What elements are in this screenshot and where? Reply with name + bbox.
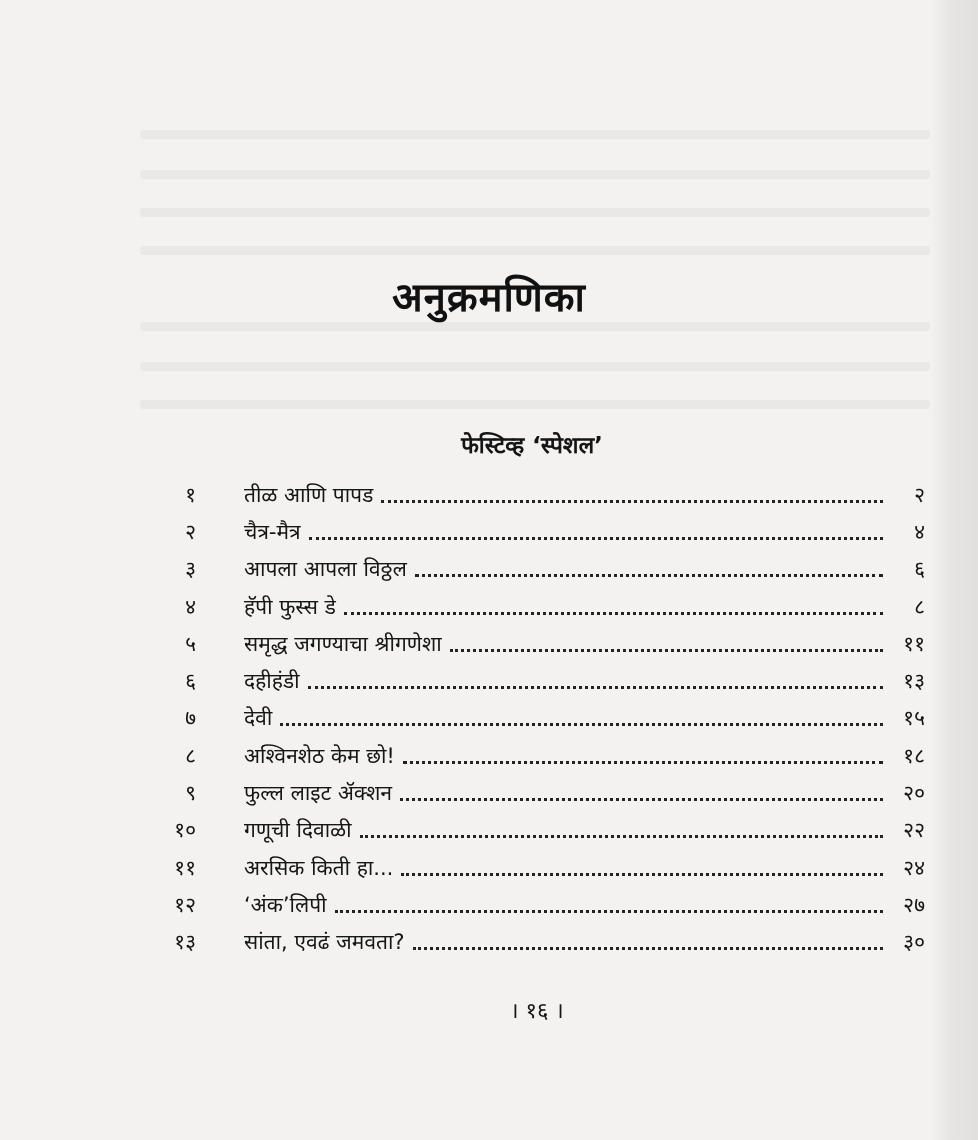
toc-row [140,849,925,886]
entry-title: चैत्र-मैत्र [244,519,301,544]
toc-row [140,774,925,811]
entry-title: फुल्ल लाइट ॲक्शन [244,781,393,806]
entry-page: ११ [903,631,925,656]
entry-page: ६ [914,557,925,582]
table-of-contents [140,476,925,961]
entry-title: समृद्ध जगण्याचा श्रीगणेशा [244,631,442,656]
entry-number: ११ [174,855,196,880]
bleed-through-line [140,362,930,371]
entry-title: देवी [244,706,273,731]
entry-page: १५ [903,706,925,731]
dot-leader [413,946,883,950]
entry-number: ७ [185,706,196,731]
dot-leader [335,909,883,913]
entry-page: २७ [903,892,925,917]
bleed-through-line [140,400,930,409]
entry-number: ३ [185,557,196,582]
page-number-footer: । १६ । [510,999,564,1024]
toc-row [140,662,925,699]
entry-title: हॅपी फुस्स डे [244,594,336,619]
entry-title: तीळ आणि पापड [244,482,374,507]
page-title: अनुक्रमणिका [392,275,586,321]
entry-title: अरसिक किती हा... [244,855,394,880]
entry-title: आपला आपला विठ्ठल [244,557,407,582]
entry-page: ३० [903,930,925,955]
bleed-through-line [140,322,930,331]
toc-row [140,812,925,849]
entry-page: १८ [903,743,925,768]
dot-leader [450,648,883,652]
entry-page: ८ [914,594,925,619]
dot-leader [401,872,883,876]
entry-page: २२ [903,818,925,843]
bleed-through-line [140,208,930,217]
dot-leader [403,760,883,764]
entry-title: दहीहंडी [244,669,300,694]
bleed-through-line [140,130,930,139]
dot-leader [280,722,883,726]
entry-title: सांता, एवढं जमवता? [244,930,405,955]
entry-title: ‘अंक’लिपी [244,892,327,917]
entry-number: १ [185,482,196,507]
dot-leader [400,797,883,801]
toc-row [140,737,925,774]
entry-number: १२ [174,892,196,917]
entry-page: २४ [903,855,925,880]
entry-number: १० [174,818,196,843]
entry-page: १३ [903,669,925,694]
section-title: फेस्टिव्ह ‘स्पेशल’ [461,433,603,459]
dot-leader [309,536,883,540]
dot-leader [381,499,883,503]
entry-page: २० [903,781,925,806]
entry-page: ४ [914,519,925,544]
entry-number: ५ [185,631,196,656]
entry-number: ४ [185,594,196,619]
entry-page: २ [914,482,925,507]
entry-number: ९ [185,781,196,806]
entry-number: १३ [174,930,196,955]
dot-leader [344,611,883,615]
entry-number: ६ [185,669,196,694]
toc-row [140,924,925,961]
toc-row [140,700,925,737]
bleed-through-line [140,246,930,255]
entry-title: गणूची दिवाळी [244,818,352,843]
toc-row [140,551,925,588]
dot-leader [308,685,883,689]
entry-number: ८ [185,743,196,768]
bleed-through-line [140,170,930,179]
dot-leader [360,834,883,838]
toc-row [140,625,925,662]
entry-number: २ [185,519,196,544]
toc-row [140,588,925,625]
toc-row [140,476,925,513]
entry-title: अश्विनशेठ केम छो! [244,743,395,768]
toc-row [140,886,925,923]
dot-leader [415,573,883,577]
toc-row [140,513,925,550]
